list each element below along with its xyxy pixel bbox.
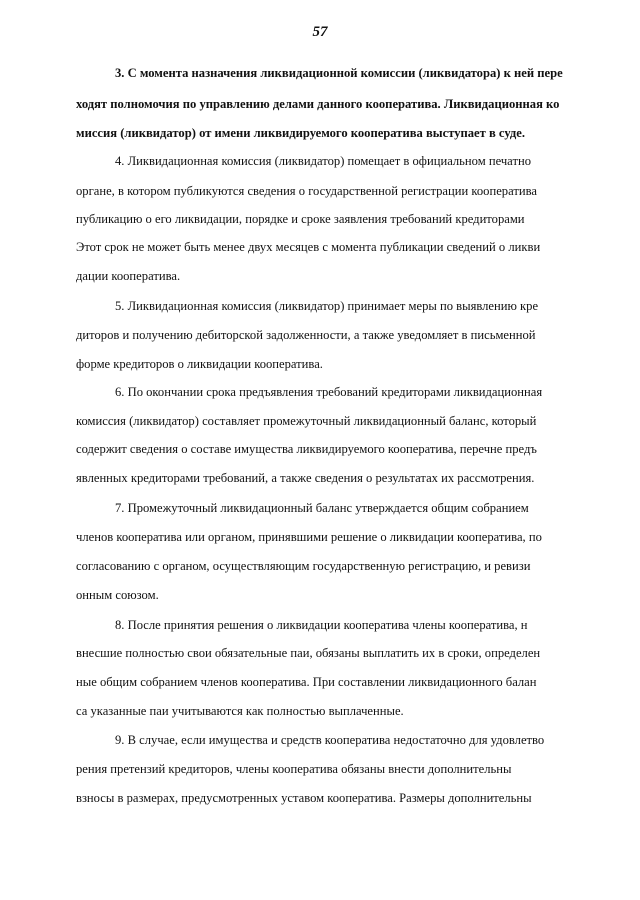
text-line: дации кооператива. [76,269,181,283]
text-line: содержит сведения о составе имущества ликвидируемого кооператива, перечне предъ [76,442,537,456]
text-line: са указанные паи учитываются как полностью выплаченные. [76,704,404,718]
text-line: миссия (ликвидатор) от имени ликвидируемого кооператива выступает в суде. [76,126,525,140]
page-number: 57 [312,24,328,40]
text-line: членов кооператива или органом, принявшими решение о ликвидации кооператива, по [76,530,542,544]
text-line: взносы в размерах, предусмотренных уставом кооператива. Размеры дополнительны [76,791,532,805]
text-line: 4. Ликвидационная комиссия (ликвидатор) помещает в официальном печатно [115,154,531,168]
text-line: согласованию с органом, осуществляющим государственную регистрацию, и ревизи [76,559,531,573]
text-line: внесшие полностью свои обязательные паи, обязаны выплатить их в сроки, определен [76,646,541,660]
text-line: диторов и получению дебиторской задолженности, а также уведомляет в письменной [76,328,536,342]
text-line: 7. Промежуточный ликвидационный баланс утверждается общим собранием [115,501,529,515]
text-line: 6. По окончании срока предъявления требований кредиторами ликвидационная [115,385,543,399]
text-line: форме кредиторов о ликвидации кооператива. [76,357,323,371]
text-line: органе, в котором публикуются сведения о государственной регистрации кооператива [76,184,537,198]
text-line: Этот срок не может быть менее двух месяцев с момента публикации сведений о ликви [76,240,541,254]
text-line: рения претензий кредиторов, члены кооператива обязаны внести дополнительны [76,762,512,776]
text-line: явленных кредиторами требований, а также сведения о результатах их рассмотрения. [76,471,535,485]
text-line: 3. С момента назначения ликвидационной комиссии (ликвидатора) к ней пере [115,66,563,80]
text-line: 9. В случае, если имущества и средств кооператива недостаточно для удовлетво [115,733,545,747]
text-line: ходят полномочия по управлению делами данного кооператива. Ликвидационная ко [76,97,560,111]
text-line: ные общим собранием членов кооператива. При составлении ликвидационного балан [76,675,537,689]
text-line: комиссия (ликвидатор) составляет промежуточный ликвидационный баланс, который [76,414,537,428]
text-line: онным союзом. [76,588,159,602]
text-line: 5. Ликвидационная комиссия (ликвидатор) принимает меры по выявлению кре [115,299,539,313]
text-line: 8. После принятия решения о ликвидации кооператива члены кооператива, н [115,618,528,632]
text-line: публикацию о его ликвидации, порядке и сроке заявления требований кредиторами [76,212,525,226]
